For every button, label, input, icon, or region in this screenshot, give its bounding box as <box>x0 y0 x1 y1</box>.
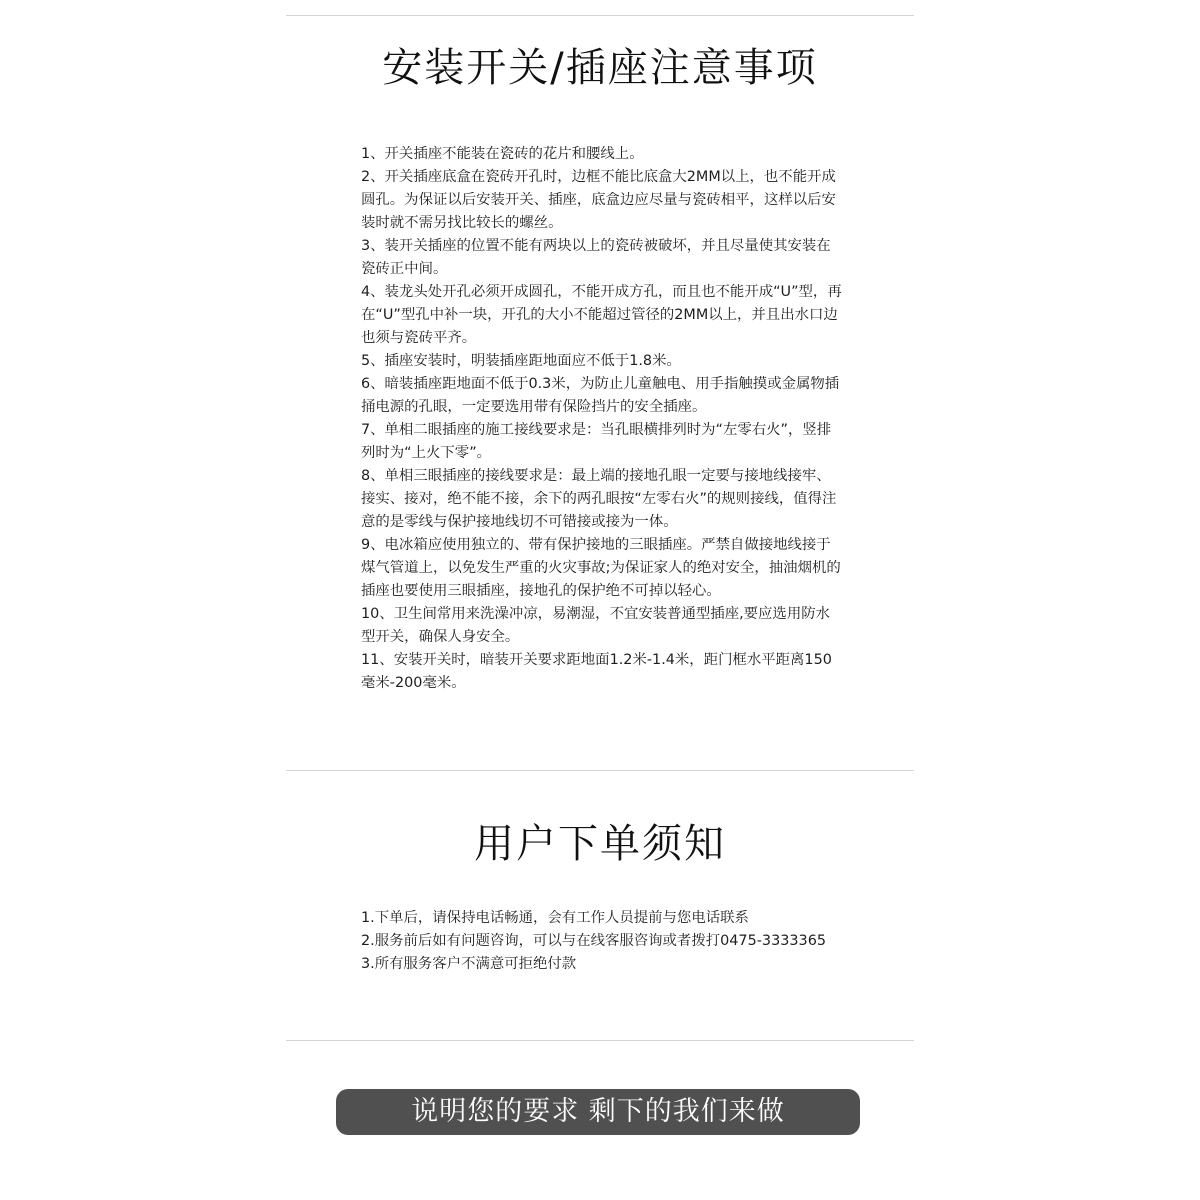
top-divider <box>286 15 914 16</box>
list-item: 10、卫生间常用来洗澡冲凉，易潮湿，不宜安装普通型插座,要应选用防水型开关，确保人身安全。 <box>361 606 830 645</box>
list-item: 5、插座安装时，明装插座距地面应不低于1.8米。 <box>361 353 681 369</box>
list-item: 2、开关插座底盒在瓷砖开孔时，边框不能比底盒大2MM以上，也不能开成圆孔。为保证以后安装开关、插座，底盒边应尽量与瓷砖相平，这样以后安装时就不需另找比较长的螺丝。 <box>361 169 836 231</box>
list-item: 2.服务前后如有问题咨询，可以与在线客服咨询或者拨打0475-3333365 <box>361 933 827 949</box>
list-item: 3.所有服务客户不满意可拒绝付款 <box>361 956 577 972</box>
order-notice-list <box>361 907 843 976</box>
installation-notes-list <box>361 143 843 695</box>
slogan-text: 说明您的要求 剩下的我们来做 <box>411 1096 785 1127</box>
list-item: 3、装开关插座的位置不能有两块以上的瓷砖被破坏，并且尽量使其安装在瓷砖正中间。 <box>361 238 831 277</box>
list-item: 1.下单后，请保持电话畅通，会有工作人员提前与您电话联系 <box>361 910 749 926</box>
list-item: 4、装龙头处开孔必须开成圆孔，不能开成方孔，而且也不能开成“U”型，再在“U”型孔中补一块，开孔的大小不能超过管径的2MM以上，并且出水口边也须与瓷砖平齐。 <box>361 284 842 346</box>
bottom-divider <box>286 1040 914 1041</box>
list-item: 7、单相二眼插座的施工接线要求是：当孔眼横排列时为“左零右火”，竖排列时为“上火下零”。 <box>361 422 832 461</box>
middle-divider <box>286 770 914 771</box>
list-item: 1、开关插座不能装在瓷砖的花片和腰线上。 <box>361 146 644 162</box>
list-item: 8、单相三眼插座的接线要求是：最上端的接地孔眼一定要与接地线接牢、接实、接对，绝不能不接，余下的两孔眼按“左零右火”的规则接线，值得注意的是零线与保护接地线切不可错接或接为一体。 <box>361 468 837 530</box>
list-item: 11、安装开关时，暗装开关要求距地面1.2米-1.4米，距门框水平距离150毫米-200毫米。 <box>361 652 832 691</box>
order-notice-title: 用户下单须知 <box>474 821 726 867</box>
installation-notes-title: 安装开关/插座注意事项 <box>382 45 818 91</box>
slogan-banner <box>336 1089 860 1135</box>
list-item: 9、电冰箱应使用独立的、带有保护接地的三眼插座。严禁自做接地线接于煤气管道上，以免发生严重的火灾事故;为保证家人的绝对安全，抽油烟机的插座也要使用三眼插座，接地孔的保护绝不可掉以轻心。 <box>361 537 841 599</box>
list-item: 6、暗装插座距地面不低于0.3米，为防止儿童触电、用手指触摸或金属物插捅电源的孔眼，一定要选用带有保险挡片的安全插座。 <box>361 376 840 415</box>
